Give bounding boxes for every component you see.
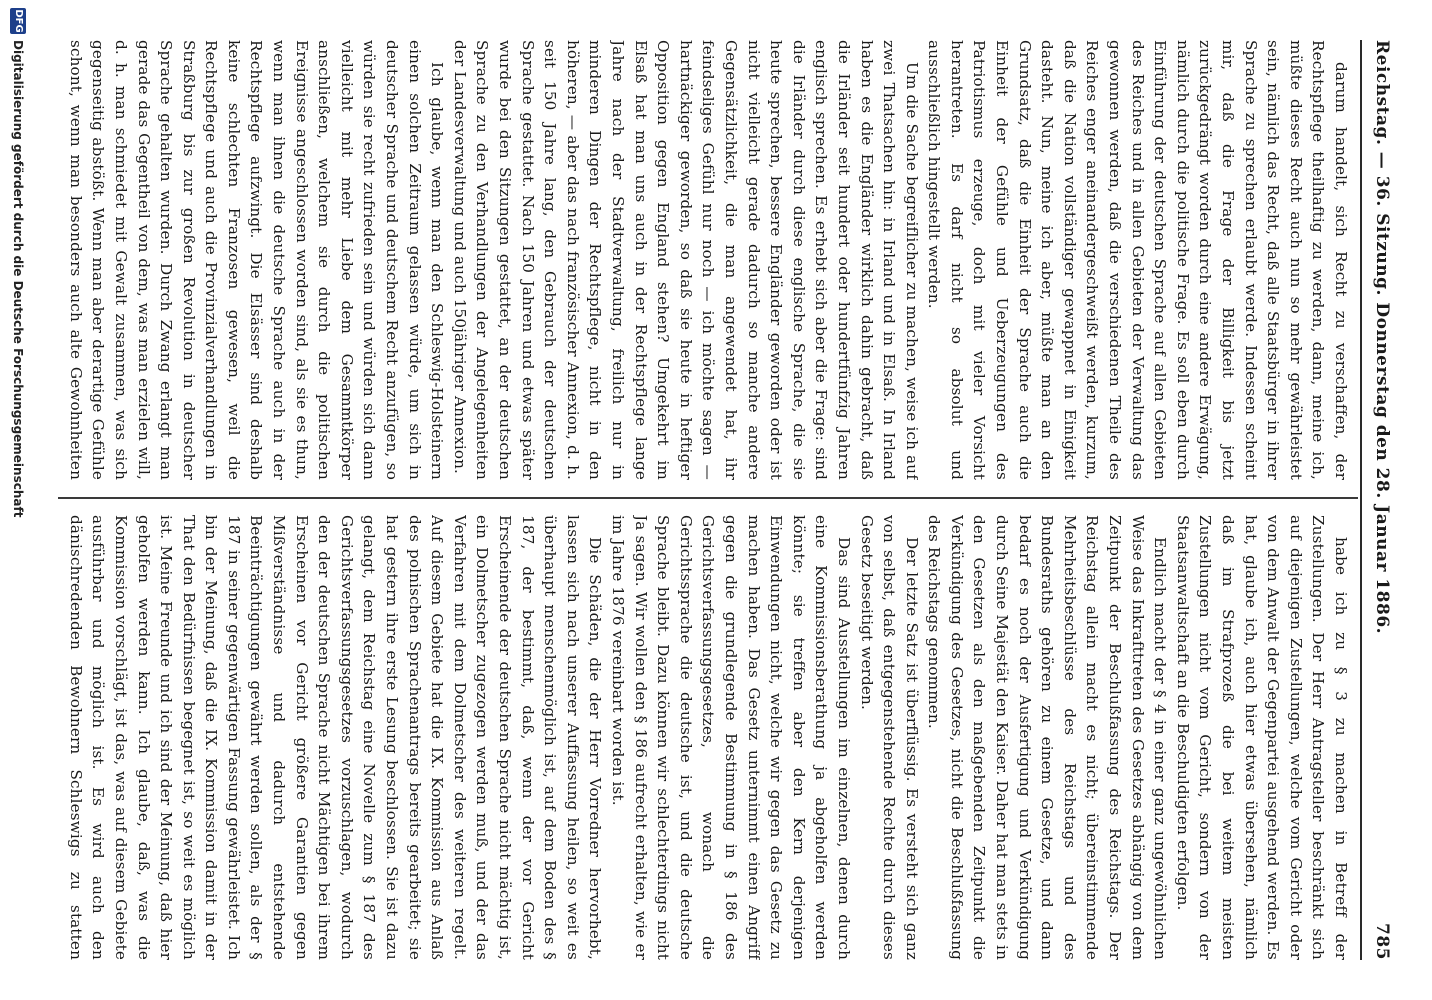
paragraph: darum handelt, sich Recht zu verschaffen, der Rechtspflege theilhaftig zu werden, dann, meine ich, müßte dieses Recht auch nun so mehr gewährleistet sein, nämlich das Recht, daß alle Staatsbürger in ihrer Sprache zu sprechen erlaubt werde. Indessen scheint mir, daß die Frage der Billigkeit bis jetzt zurückgedrängt worden durch eine andere Erwägung, nämlich durch die politische Frage. Es soll eben durch Einführung der deutschen Sprache auf allen Gebieten des Reiches und in allen Gebieten der Verwaltung das gewonnen werden, daß die verschiedenen Theile des Reiches enger aneinandergeschweißt werden, kurzum, daß die Nation vollständiger gewappnet in Einigkeit dasteht. Nun, meine ich aber, müßte man an den Grundsatz, daß die Einheit der Sprache auch die Einheit der Gefühle und Ueberzeugungen des Patriotismus erzeuge, doch mit vieler Vorsicht herantreten. Es darf nicht so absolut und ausschließlich hingestellt werden. (925, 40, 1350, 480)
paragraph: Der letzte Satz ist überflüssig. Es versteht sich ganz von selbst, daß entgegenstehende Rechte durch dieses Gesetz beseitigt werden. (857, 515, 921, 960)
digitization-credit (6, 0, 28, 1000)
paragraph: Um die Sache begreiflicher zu machen, weise ich auf zwei Thatsachen hin: in Irland und in Elsaß. In Irland haben es die Engländer wirklich dahin gebracht, daß die Irländer seit hundert oder hundertfünfzig Jahren englisch sprechen. Es erhebt sich aber die Frage: sind die Irländer durch diese englische Sprache, die sie heute sprechen, bessere Engländer geworden oder ist nicht vielleicht gerade dadurch so manche andere Gegensätzlichkeit, die man angewendet hat, ihr feindseliges Gefühl nur noch — ich möchte sagen — hartnäckiger geworden, so daß sie heute in heftiger Opposition gegen England stehen? Umgekehrt im Elsaß hat man uns auch in der Rechtspflege lange Jahre nach der Stadtverwaltung, freilich nur in minderen Dingen der Rechtspflege, nicht in den höheren, — aber das nach französischer Annexion, d. h. seit 150 Jahre lang, den Gebrauch der deutschen Sprache gestattet. Nach 150 Jahren und etwas später wurde bei den Sitzungen gestattet, an der deutschen Sprache zu den Verhandlungen der Angelegenheiten der Landesverwaltung und auch 150jähriger Annexion. (450, 40, 921, 480)
page-number: 785 (1372, 923, 1392, 960)
right-column (62, 515, 1352, 960)
column-divider (58, 497, 1358, 499)
paragraph: habe ich zu § 3 zu machen in Betreff der Zustellungen. Der Herr Antragsteller beschränkt sich auf diejenigen Zustellungen, welche vom Gericht oder von dem Anwalt der Gegenpartei ausgehend werden. Es hat, glaube ich, auch hier etwas übersehen, nämlich daß im Strafprozeß die bei weitem meisten Zustellungen nicht vom Gericht, sondern von der Staatsanwaltschaft an die Beschuldigten erfolgen. (1173, 515, 1350, 960)
header-title: Reichstag. — 36. Sitzung. Donnerstag den 28. Januar 1886. (1372, 40, 1392, 635)
paragraph: Das sind Ausstellungen im einzelnen, denen durch eine Kommissionsberathung ja abgeholfen werden könnte; sie treffen aber den Kern derjenigen Einwendungen nicht, welche wir gegen das Gesetz zu machen haben. Das Gesetz unternimmt einen Angriff gegen die grundlegende Bestimmung in § 186 des Gerichtsverfassungsgesetzes, wonach die Gerichtssprache die deutsche ist, und die deutsche Sprache bleibt. Dazu können wir schlechterdings nicht Ja sagen. Wir wollen den § 186 aufrecht erhalten, wie er im Jahre 1876 vereinbart worden ist. (609, 515, 853, 960)
paragraph: Ich glaube, wenn man den Schleswig-Holsteinern einen solchen Zeitraum gelassen würde, um sich in deutscher Sprache und deutschem Recht anzufügen, so würden sie recht zufrieden sein und würden sich dann vielleicht mit mehr Liebe dem Gesammtkörper anschließen, welchem sie durch die politischen Ereignisse angeschlossen worden sind, als sie es thun, wenn man ihnen die deutsche Sprache auch in der Rechtspflege aufzwingt. Die Elsässer sind deshalb keine schlechten Franzosen gewesen, weil die Rechtspflege und auch die Provinzialverhandlungen in Straßburg bis zur großen Revolution in deutscher Sprache gehalten wurden. Durch Zwang erlangt man gerade das Gegentheil von dem, was man erzielen will, d. h. man schmiedet mit Gewalt zusammen, was sich gegenseitig abstößt. Wenn man aber derartige Gefühle schont, wenn man besonders auch alte Gewohnheiten (66, 40, 447, 480)
running-header (1366, 40, 1392, 960)
credit-text: Digitalisierung gefördert durch die Deutsche Forschungsgemeinschaft (11, 40, 25, 518)
paragraph: Die Schäden, die der Herr Vorredner hervorhebt, lassen sich nach unserer Auffassung heilen, so weit es überhaupt menschenmöglich ist, auf dem Boden des § 187, der bestimmt, daß, wenn der vor Gericht Erscheinende der deutschen Sprache nicht mächtig ist, ein Dolmetscher zugezogen werden muß, und der das Verfahren mit dem Dolmetscher des weiteren regelt. Auf diesem Gebiete hat die IX. Kommission aus Anlaß des polnischen Sprachenantrags bereits gearbeitet; sie hat gestern ihre erste Lesung beschlossen. Sie ist dazu gelangt, dem Reichstag eine Novelle zum § 187 des Gerichtsverfassungsgesetzes vorzuschlagen, wodurch den der deutschen Sprache nicht Mächtigen bei ihrem Erscheinen vor Gericht größere Garantien gegen Mißverständnisse und dadurch entstehende Beeinträchtigungen gewährt werden sollen, als der § 187 in seiner gegenwärtigen Fassung gewährleistet. Ich bin der Meinung, daß die IX. Kommission damit in der That den Bedürfnissen begegnet ist, so weit es möglich ist. Meine Freunde und ich sind der Meinung, daß hier geholfen werden kann. Ich glaube, daß, was die Kommission vorschlägt, ist das, was auf diesem Gebiete ausführbar und möglich ist. Es wird auch den dänischredenden Bewohnern Schleswigs zu statten (66, 515, 605, 960)
paragraph: Endlich macht der § 4 in einer ganz ungewöhnlichen Weise das Inkrafttreten des Gesetzes abhängig von dem Zeitpunkt der Beschlußfassung des Reichstags. Der Reichstag allein macht es nicht; übereinstimmende Mehrheitsbeschlüsse des Reichstags und des Bundesraths gehören zu einem Gesetze, und dann bedarf es noch der Ausfertigung und Verkündigung durch Seine Majestät den Kaiser. Daher hat man stets in den Gesetzen als den maßgebenden Zeitpunkt die Verkündigung des Gesetzes, nicht die Beschlußfassung des Reichstags genommen. (925, 515, 1170, 960)
header-rule (1360, 40, 1362, 960)
left-column (62, 40, 1352, 480)
dfg-logo: DFG (10, 8, 26, 34)
